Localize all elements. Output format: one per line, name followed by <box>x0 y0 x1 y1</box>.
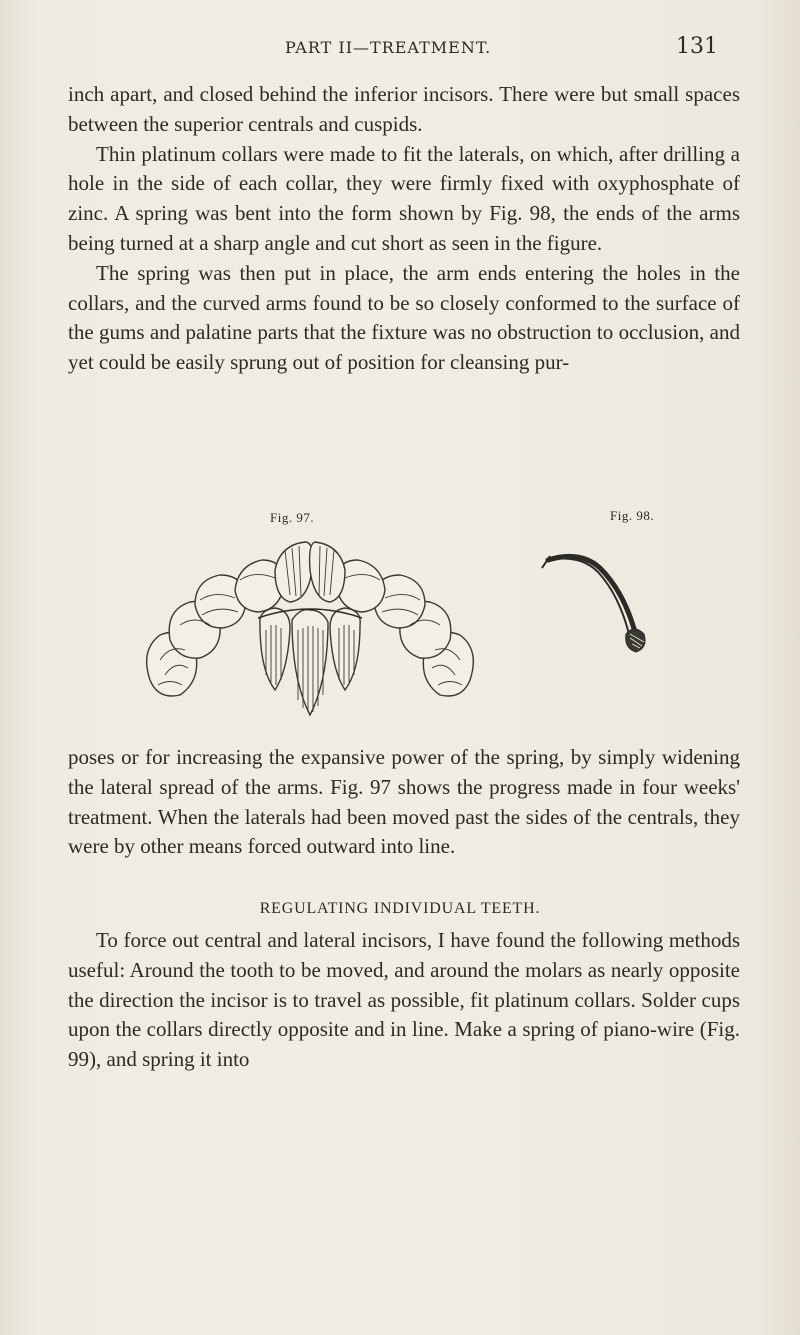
fig97-caption: Fig. 97. <box>270 510 315 525</box>
text-block-top <box>68 80 740 378</box>
section-heading: REGULATING INDIVIDUAL TEETH. <box>259 900 541 917</box>
paragraph: Thin platinum collars were made to fit the laterals, on which, after drilling a hole in the side of each collar, they were firmly fixed with oxyphosphate of zinc. A spring was bent into the form shown by Fig. 98, the ends of the arms being turned at a sharp angle and cut short as seen in the figure. <box>68 141 740 255</box>
page-number: 131 <box>676 34 718 59</box>
paragraph: To force out central and lateral incisors, I have found the following methods useful: Around the tooth to be moved, and around the molars as nearly opposite the direction the incisor is to travel as possible, fit platinum collars. Solder cups upon the collars directly opposite and in line. Make a spring of piano-wire (Fig. 99), and spring it into <box>68 928 740 1072</box>
paragraph: The spring was then put in place, the arm ends entering the holes in the collars, and the curved arms found to be so closely conformed to the surface of the gums and palatine parts that the fixture was no obstruction to occlusion, and yet could be easily sprung out of position for cleansing pur- <box>68 260 740 375</box>
paragraph: poses or for increasing the expansive power of the spring, by simply widening the lateral spread of the arms. Fig. 97 shows the progress made in four weeks' treatment. When the laterals had been moved past the sides of the centrals, they were by other means forced outward into line. <box>68 745 740 859</box>
fig98-spring-illustration <box>540 548 660 658</box>
paragraph: inch apart, and closed behind the inferior incisors. There were but small spaces between the superior centrals and cuspids. <box>68 82 740 136</box>
text-block-bottom <box>68 926 740 1075</box>
text-block-middle <box>68 743 740 862</box>
figure-area <box>140 500 700 730</box>
page-header <box>0 34 800 64</box>
fig98-caption: Fig. 98. <box>610 508 655 523</box>
running-head: PART II—TREATMENT. <box>285 38 492 57</box>
fig97-dental-arch-illustration <box>140 530 480 720</box>
